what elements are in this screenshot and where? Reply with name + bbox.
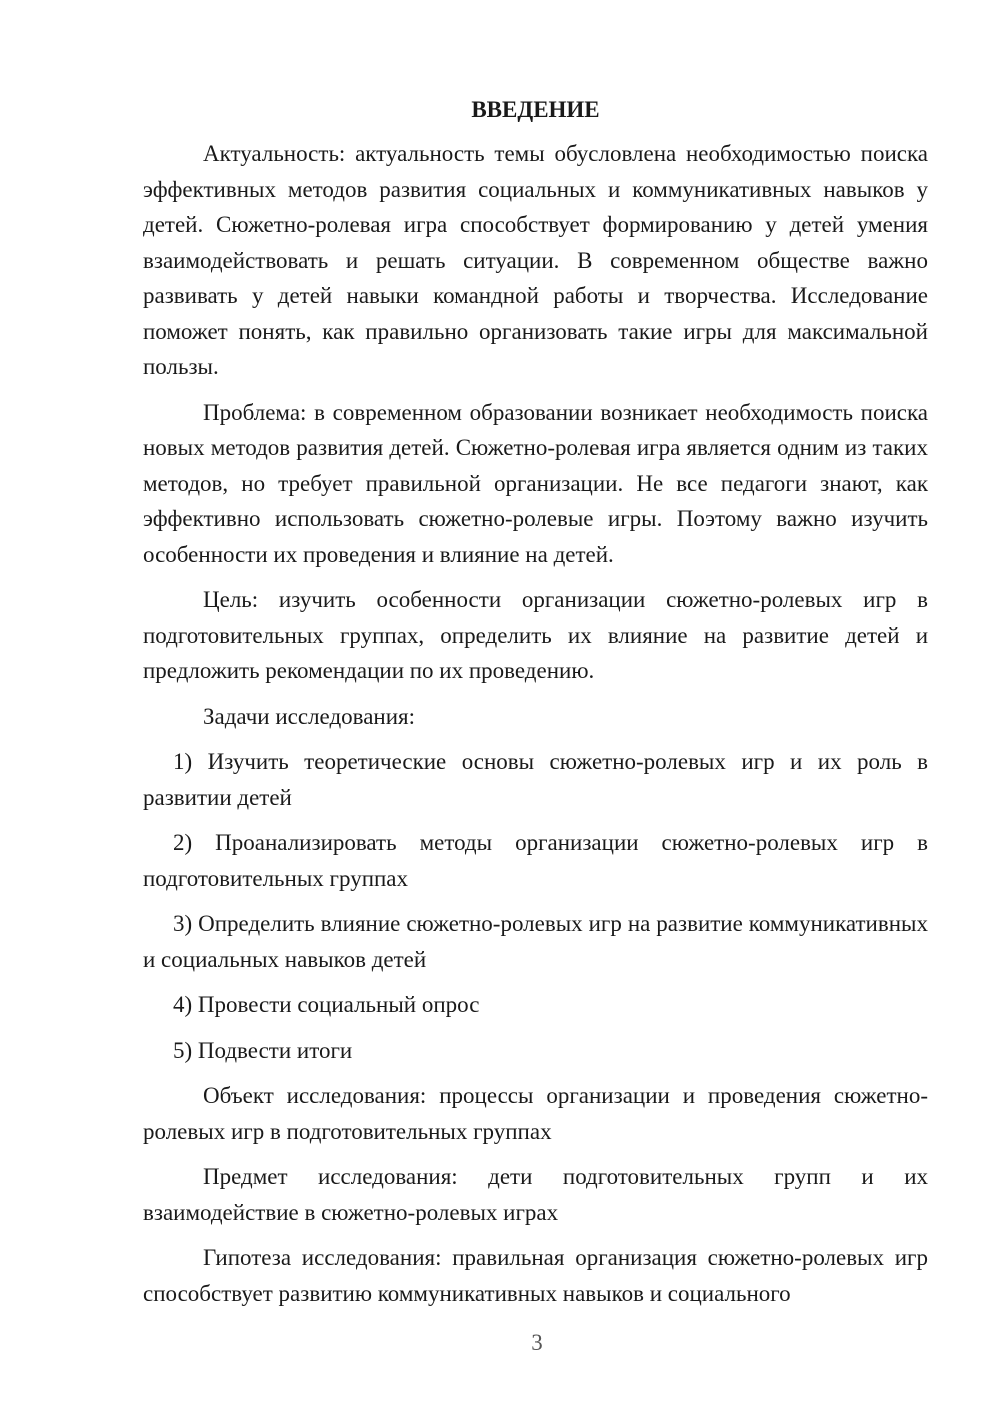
document-page — [143, 92, 928, 1311]
goal-paragraph: Цель: изучить особенности организации сюжетно-ролевых игр в подготовительных группах, определить их влияние на развитие детей и предложить рекомендации по их проведению. — [143, 587, 928, 683]
task-item: 1) Изучить теоретические основы сюжетно-ролевых игр и их роль в развитии детей — [143, 749, 928, 810]
page-title: ВВЕДЕНИЕ — [471, 97, 600, 122]
subject-paragraph: Предмет исследования: дети подготовительных групп и их взаимодействие в сюжетно-ролевых играх — [143, 1164, 928, 1225]
task-item: 5) Подвести итоги — [173, 1037, 353, 1063]
problem-paragraph: Проблема: в современном образовании возникает необходимость поиска новых методов развития детей. Сюжетно-ролевая игра является одним из таких методов, но требует правильной организации. Не все педагоги знают, как эффективно использовать сюжетно-ролевые игры. Поэтому важно изучить особенности их проведения и влияние на детей. — [143, 399, 928, 567]
object-paragraph: Объект исследования: процессы организации и проведения сюжетно-ролевых игр в подготовительных группах — [143, 1083, 928, 1144]
page-number: 3 — [531, 1330, 543, 1355]
hypothesis-paragraph: Гипотеза исследования: правильная организация сюжетно-ролевых игр способствует развитию коммуникативных навыков и социального — [143, 1245, 928, 1306]
tasks-heading: Задачи исследования: — [203, 703, 416, 729]
task-item: 4) Провести социальный опрос — [173, 992, 480, 1017]
task-item: 2) Проанализировать методы организации сюжетно-ролевых игр в подготовительных группах — [143, 830, 928, 891]
relevance-paragraph: Актуальность: актуальность темы обусловлена необходимостью поиска эффективных методов развития социальных и коммуникативных навыков у детей. Сюжетно-ролевая игра способствует формированию у детей умения взаимодействовать и решать ситуации. В современном обществе важно развивать у детей навыки командной работы и творчества. Исследование поможет понять, как правильно организовать такие игры для максимальной пользы. — [143, 141, 928, 379]
task-item: 3) Определить влияние сюжетно-ролевых игр на развитие коммуникативных и социальных навыков детей — [143, 911, 928, 972]
